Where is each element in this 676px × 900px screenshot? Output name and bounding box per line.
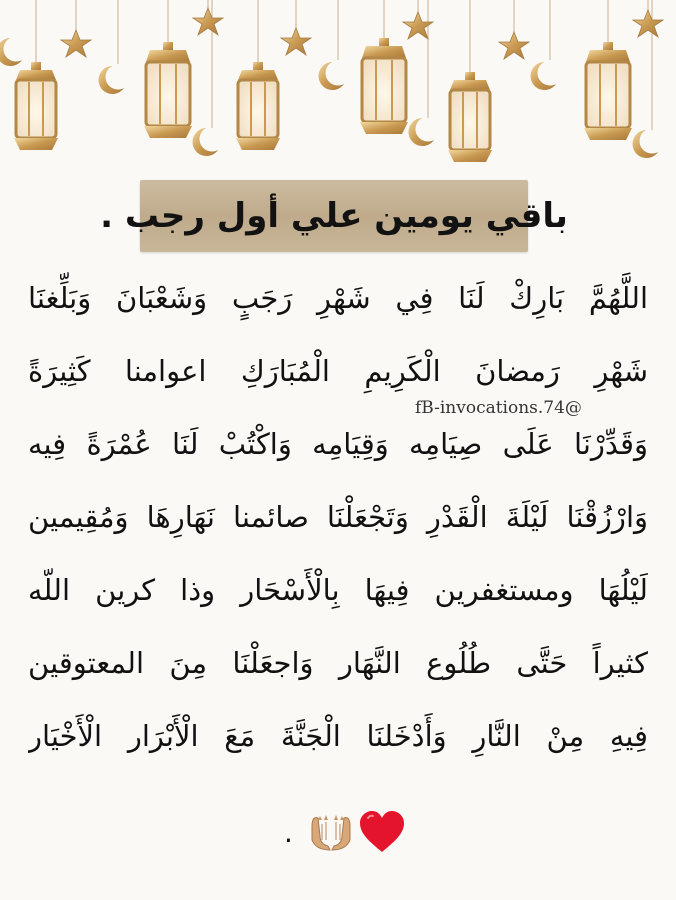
lantern-icon: [584, 42, 632, 140]
text-line: وَقَدِّرْنَا عَلَى صِيَامِه وَقِيَامِه وَاكْتُبْ لَنَا عُمْرَةً فِيه: [28, 427, 648, 461]
crescent-icon: [193, 128, 218, 156]
lantern-icon: [144, 42, 192, 138]
text-line: كثيراً حَتَّى طُلُوع النَّهَار وَاجعَلْنَا مِنَ المعتوقين: [28, 646, 648, 680]
crescent-icon: [531, 62, 556, 90]
footer-icons: [280, 808, 420, 858]
star-icon: [633, 10, 663, 37]
text-line: لَيْلُهَا ومستغفرين فِيهَا بِالْأَسْحَار وذا كرين اللّه: [28, 573, 648, 607]
crescent-icon: [99, 66, 124, 94]
praying-hands-icon: [308, 812, 354, 854]
lantern-icon: [360, 38, 408, 134]
footer-dot: .: [284, 816, 293, 849]
star-icon: [281, 28, 311, 55]
star-icon: [61, 30, 91, 57]
crescent-icon: [319, 62, 344, 90]
lantern-icon: [14, 62, 58, 150]
crescent-icon: [0, 38, 22, 66]
crescent-icon: [409, 118, 434, 146]
supplication-text: [28, 262, 648, 773]
text-line: اللَّهُمَّ بَارِكْ لَنَا فِي شَهْرِ رَجَبٍ وَشَعْبَانَ وَبَلِّغنَا: [28, 281, 648, 315]
lantern-icon: [236, 62, 280, 150]
watermark: fB-invocations.74@: [415, 398, 582, 418]
text-line: وَارْزُقْنَا لَيْلَةَ الْقَدْرِ وَتَجْعَلْنَا صائمنا نَهَارِهَا وَمُقِيمين: [28, 500, 648, 534]
text-line: فِيهِ مِنْ النَّارِ وَأَدْخَلنَا الْجَنَّةَ مَعَ الْأَبْرَار الْأَخْيَار: [28, 719, 648, 753]
text-line: شَهْرِ رَمضانَ الْكَرِيمِ الْمُبَارَكِ اعوامنا كَثِيرَةً: [28, 354, 648, 388]
star-icon: [193, 8, 223, 35]
crescent-icon: [633, 130, 658, 158]
star-icon: [499, 32, 529, 59]
heart-icon: [358, 810, 406, 854]
ramadan-lanterns-decoration: [0, 0, 676, 175]
banner-title: باقي يومين علي أول رجب .: [100, 196, 568, 236]
lantern-icon: [448, 72, 492, 162]
title-banner: [100, 180, 568, 252]
